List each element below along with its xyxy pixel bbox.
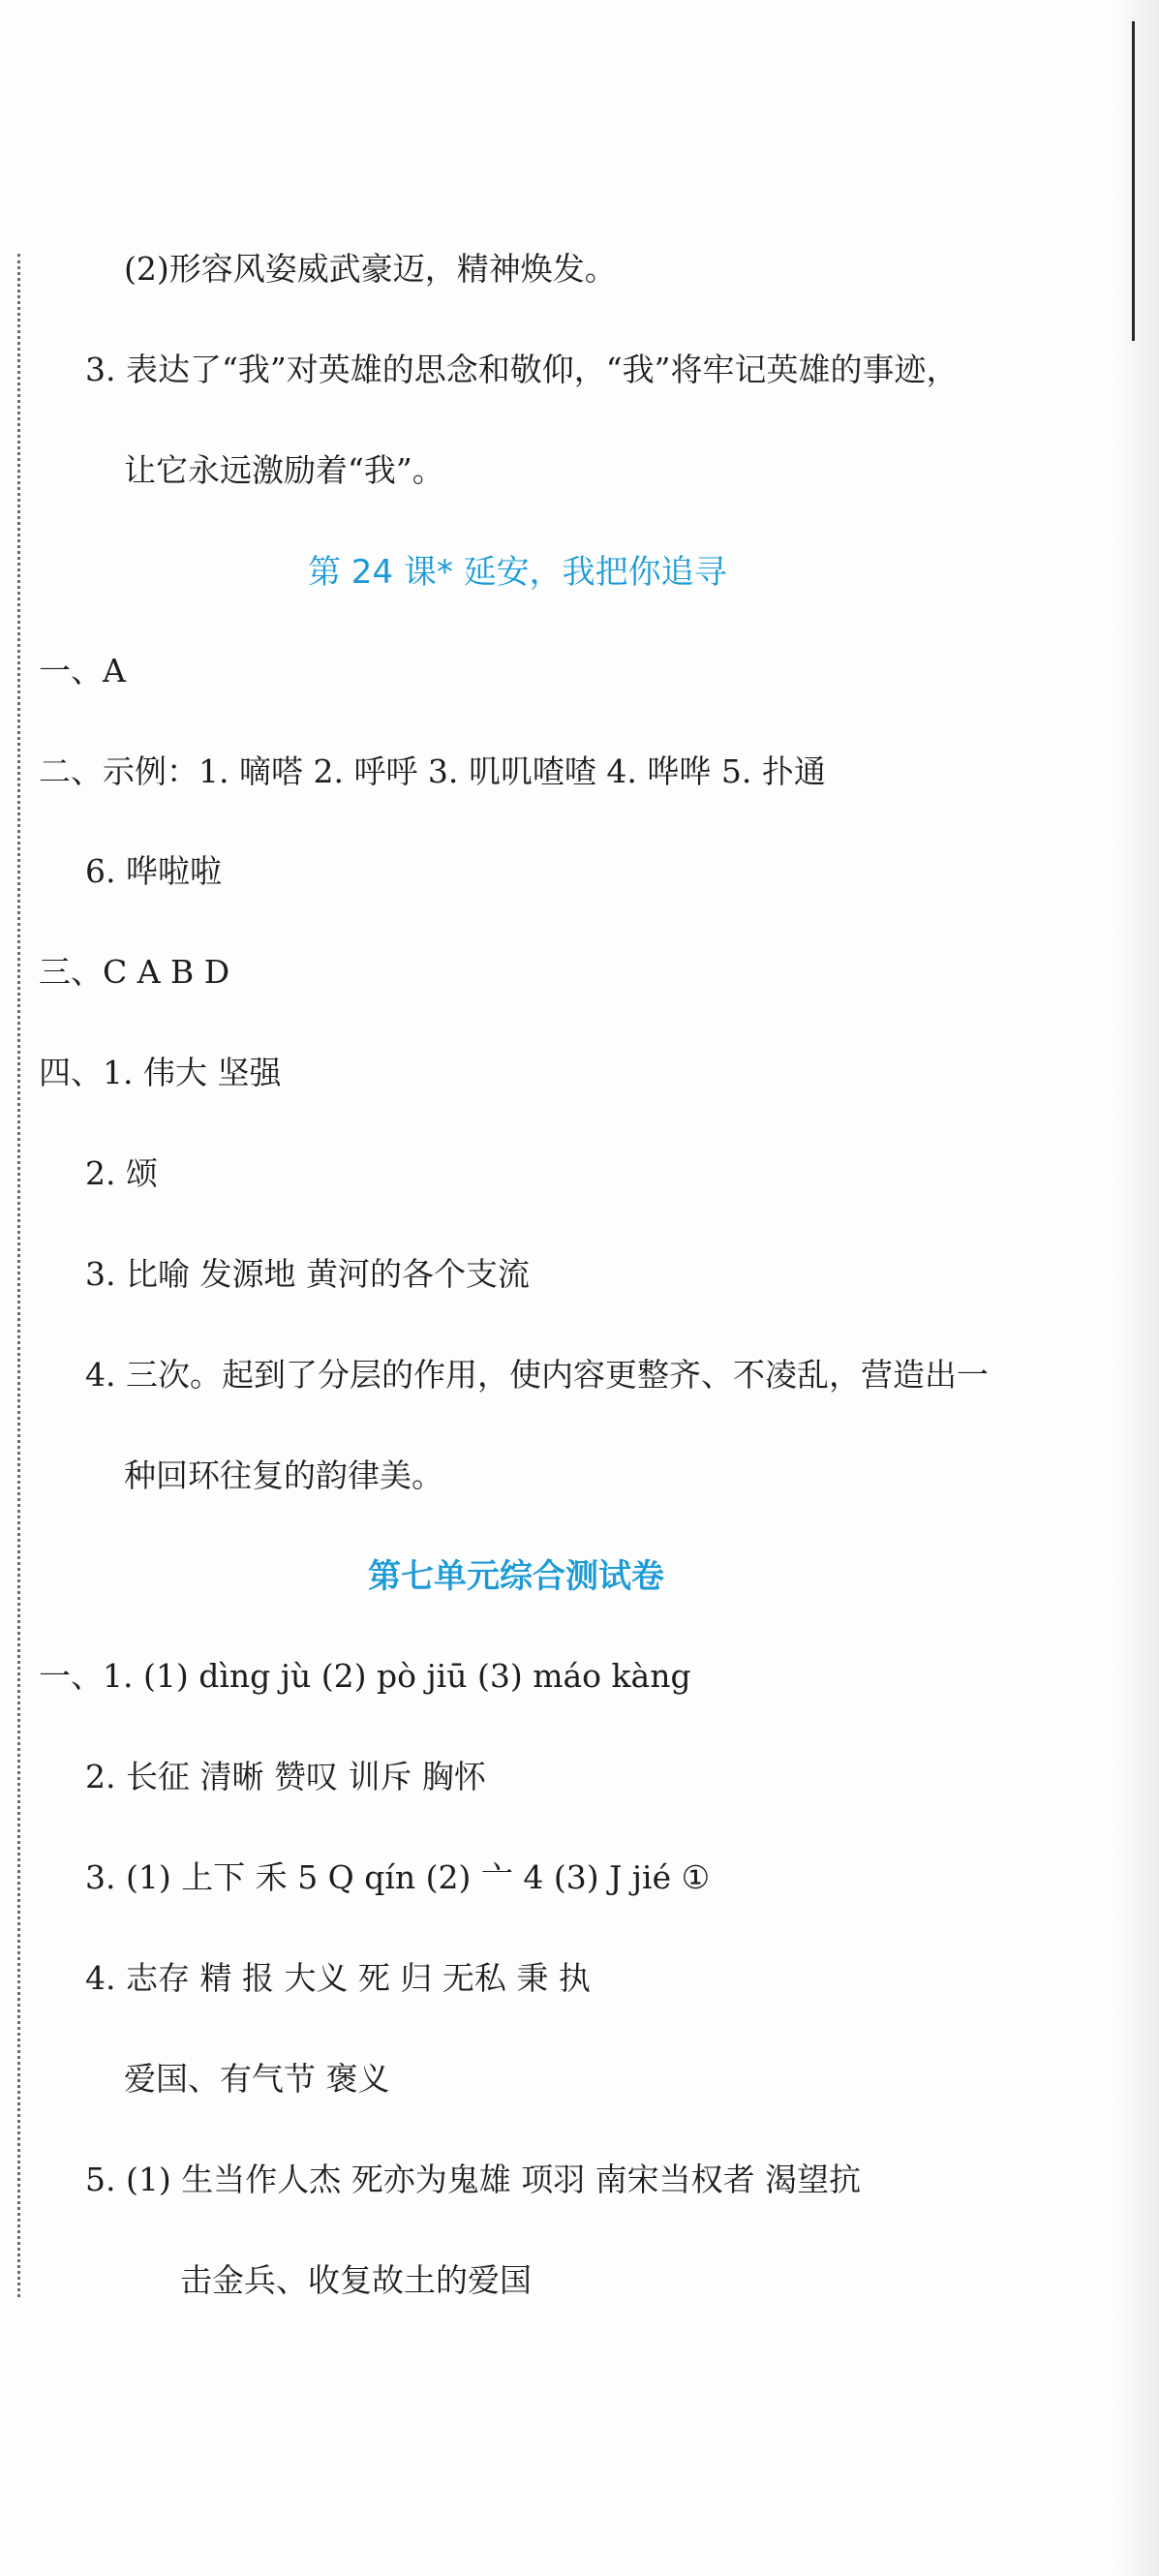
- answer-line: 三、C A B D: [39, 953, 230, 991]
- answer-line: 2. 颂: [85, 1154, 158, 1192]
- binding-shadow: [1113, 0, 1159, 2576]
- unit-test-title: 第七单元综合测试卷: [368, 1557, 664, 1596]
- answer-line: 二、示例：1. 嘀嗒 2. 呼呼 3. 叽叽喳喳 4. 哗哗 5. 扑通: [39, 752, 826, 790]
- answer-line: 5. (1) 生当作人杰 死亦为鬼雄 项羽 南宋当权者 渴望抗: [85, 2161, 862, 2198]
- answer-line: 2. 长征 清晰 赞叹 训斥 胸怀: [85, 1758, 486, 1795]
- dotted-margin-line: [17, 254, 20, 2297]
- answer-line: 一、1. (1) dìng jù (2) pò jiū (3) máo kàng: [39, 1657, 691, 1695]
- answer-line: 四、1. 伟大 坚强: [39, 1054, 282, 1091]
- answer-line: 一、A: [39, 652, 126, 690]
- answer-line: 让它永远激励着“我”。: [124, 451, 444, 489]
- answer-line: 击金兵、收复故土的爱国: [180, 2261, 532, 2299]
- answer-line: 爱国、有气节 褒义: [124, 2060, 390, 2098]
- answer-line: 3. (1) 上下 禾 5 Q qín (2) 亠 4 (3) J jié ①: [85, 1858, 711, 1896]
- answer-line: (2)形容风姿威武豪迈，精神焕发。: [124, 250, 617, 288]
- answer-line: 6. 哗啦啦: [85, 852, 222, 890]
- lesson-title: 第 24 课* 延安，我把你追寻: [308, 553, 727, 592]
- answer-line: 3. 表达了“我”对英雄的思念和敬仰，“我”将牢记英雄的事迹，: [85, 351, 959, 388]
- answer-line: 种回环往复的韵律美。: [124, 1457, 443, 1494]
- answer-line: 4. 志存 精 报 大义 死 归 无私 秉 执: [85, 1959, 591, 1997]
- answer-line: 4. 三次。起到了分层的作用，使内容更整齐、不凌乱，营造出一: [85, 1356, 989, 1394]
- answer-line: 3. 比喻 发源地 黄河的各个支流: [85, 1255, 530, 1293]
- binding-edge: [1132, 21, 1135, 341]
